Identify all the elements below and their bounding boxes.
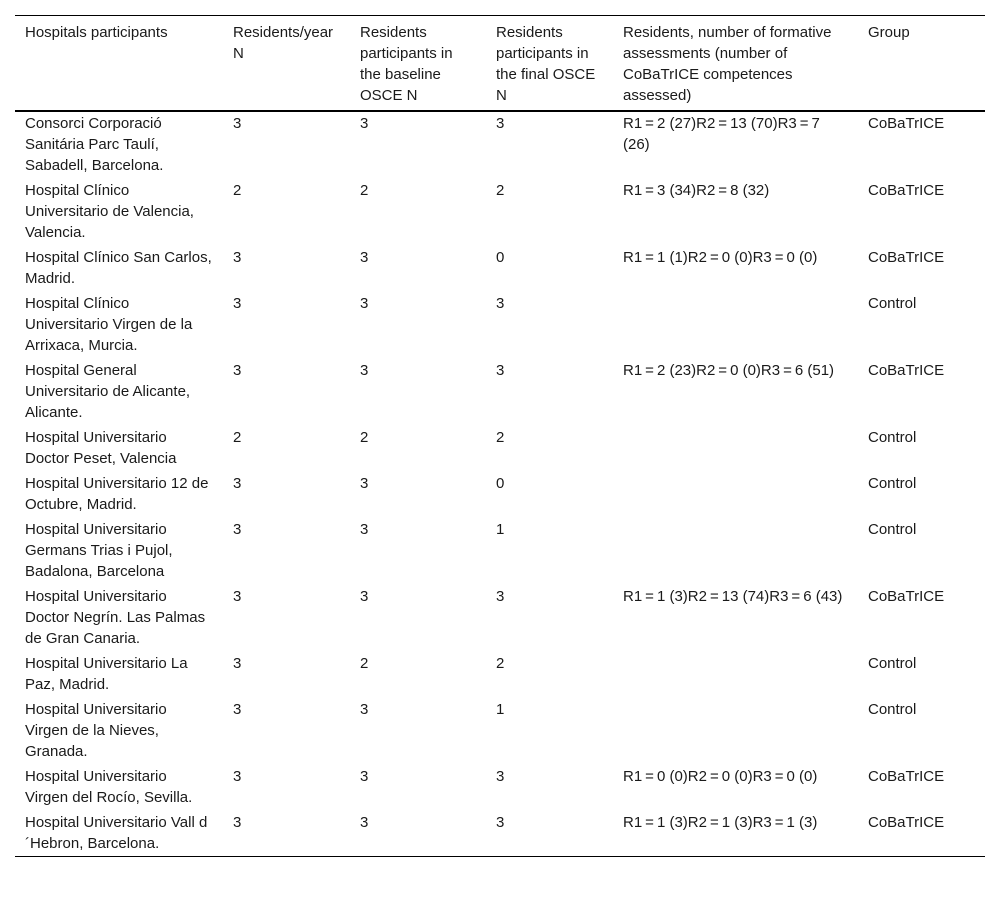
cell-baseline-osce: 2 bbox=[360, 429, 369, 446]
header-final-osce: Residents participants in the final OSCE N bbox=[496, 24, 596, 104]
cell-formative-assessments bbox=[613, 471, 858, 517]
table-row bbox=[15, 651, 985, 697]
cell-formative-assessments bbox=[613, 425, 858, 471]
header-formative-assessments: Residents, number of formative assessments (number of CoBaTrICE competences assessed) bbox=[623, 24, 832, 104]
cell-baseline-osce: 3 bbox=[360, 521, 369, 538]
cell-hospital: Hospital Universitario Virgen de la Nieves, Granada. bbox=[25, 701, 167, 760]
cell-group: CoBaTrICE bbox=[868, 768, 945, 785]
cell-final-osce: 3 bbox=[496, 362, 505, 379]
cell-formative-assessments: R1 = 0 (0)R2 = 0 (0)R3 = 0 (0) bbox=[623, 768, 818, 785]
cell-final-osce: 1 bbox=[496, 701, 505, 718]
cell-baseline-osce: 2 bbox=[360, 655, 369, 672]
cell-final-osce: 2 bbox=[496, 182, 505, 199]
cell-group: Control bbox=[868, 475, 917, 492]
cell-formative-assessments: R1 = 3 (34)R2 = 8 (32) bbox=[623, 182, 770, 199]
cell-final-osce: 0 bbox=[496, 249, 505, 266]
cell-residents-per-year: 3 bbox=[233, 475, 242, 492]
cell-hospital: Hospital Clínico Universitario de Valencia, Valencia. bbox=[25, 182, 194, 241]
cell-hospital: Consorci Corporació Sanitária Parc Taulí, Sabadell, Barcelona. bbox=[25, 115, 164, 174]
cell-formative-assessments: R1 = 1 (3)R2 = 1 (3)R3 = 1 (3) bbox=[623, 814, 818, 831]
table-container bbox=[15, 15, 985, 857]
cell-hospital: Hospital Universitario 12 de Octubre, Madrid. bbox=[25, 475, 209, 513]
cell-hospital: Hospital Universitario Virgen del Rocío, Sevilla. bbox=[25, 768, 193, 806]
hospitals-table bbox=[15, 15, 985, 857]
cell-residents-per-year: 3 bbox=[233, 521, 242, 538]
cell-residents-per-year: 3 bbox=[233, 295, 242, 312]
cell-group: Control bbox=[868, 295, 917, 312]
cell-baseline-osce: 3 bbox=[360, 701, 369, 718]
cell-baseline-osce: 3 bbox=[360, 362, 369, 379]
cell-group: CoBaTrICE bbox=[868, 362, 945, 379]
table-row bbox=[15, 291, 985, 358]
table-row bbox=[15, 111, 985, 178]
cell-residents-per-year: 3 bbox=[233, 768, 242, 785]
cell-formative-assessments bbox=[613, 651, 858, 697]
cell-group: CoBaTrICE bbox=[868, 182, 945, 199]
cell-hospital: Hospital Universitario La Paz, Madrid. bbox=[25, 655, 188, 693]
cell-formative-assessments: R1 = 2 (23)R2 = 0 (0)R3 = 6 (51) bbox=[623, 362, 835, 379]
cell-final-osce: 3 bbox=[496, 295, 505, 312]
cell-hospital: Hospital Clínico Universitario Virgen de la Arrixaca, Murcia. bbox=[25, 295, 193, 354]
cell-hospital: Hospital General Universitario de Alicante, Alicante. bbox=[25, 362, 191, 421]
cell-hospital: Hospital Universitario Vall d´Hebron, Barcelona. bbox=[25, 814, 208, 852]
cell-final-osce: 3 bbox=[496, 814, 505, 831]
cell-group: CoBaTrICE bbox=[868, 249, 945, 266]
table-row bbox=[15, 471, 985, 517]
cell-formative-assessments: R1 = 1 (3)R2 = 13 (74)R3 = 6 (43) bbox=[623, 588, 843, 605]
table-header bbox=[15, 16, 985, 112]
cell-hospital: Hospital Universitario Doctor Peset, Valencia bbox=[25, 429, 177, 467]
table-row bbox=[15, 517, 985, 584]
cell-hospital: Hospital Universitario Germans Trias i Pujol, Badalona, Barcelona bbox=[25, 521, 173, 580]
cell-residents-per-year: 2 bbox=[233, 182, 242, 199]
cell-residents-per-year: 2 bbox=[233, 429, 242, 446]
cell-group: Control bbox=[868, 521, 917, 538]
cell-residents-per-year: 3 bbox=[233, 701, 242, 718]
header-row bbox=[15, 16, 985, 112]
cell-formative-assessments bbox=[613, 517, 858, 584]
cell-residents-per-year: 3 bbox=[233, 814, 242, 831]
cell-hospital: Hospital Universitario Doctor Negrín. Las Palmas de Gran Canaria. bbox=[25, 588, 206, 647]
cell-residents-per-year: 3 bbox=[233, 249, 242, 266]
cell-group: CoBaTrICE bbox=[868, 115, 945, 132]
cell-baseline-osce: 2 bbox=[360, 182, 369, 199]
cell-group: Control bbox=[868, 655, 917, 672]
table-row bbox=[15, 358, 985, 425]
cell-final-osce: 3 bbox=[496, 768, 505, 785]
cell-baseline-osce: 3 bbox=[360, 588, 369, 605]
cell-formative-assessments bbox=[613, 291, 858, 358]
cell-baseline-osce: 3 bbox=[360, 475, 369, 492]
cell-final-osce: 0 bbox=[496, 475, 505, 492]
cell-group: CoBaTrICE bbox=[868, 588, 945, 605]
table-row bbox=[15, 810, 985, 857]
table-row bbox=[15, 178, 985, 245]
cell-residents-per-year: 3 bbox=[233, 588, 242, 605]
table-row bbox=[15, 425, 985, 471]
cell-baseline-osce: 3 bbox=[360, 115, 369, 132]
cell-final-osce: 1 bbox=[496, 521, 505, 538]
cell-baseline-osce: 3 bbox=[360, 249, 369, 266]
cell-formative-assessments: R1 = 2 (27)R2 = 13 (70)R3 = 7 (26) bbox=[623, 115, 820, 153]
cell-baseline-osce: 3 bbox=[360, 768, 369, 785]
cell-group: CoBaTrICE bbox=[868, 814, 945, 831]
header-hospitals: Hospitals participants bbox=[25, 24, 168, 41]
cell-residents-per-year: 3 bbox=[233, 655, 242, 672]
header-baseline-osce: Residents participants in the baseline OSCE N bbox=[360, 24, 453, 104]
cell-final-osce: 2 bbox=[496, 655, 505, 672]
cell-final-osce: 3 bbox=[496, 115, 505, 132]
cell-final-osce: 3 bbox=[496, 588, 505, 605]
cell-formative-assessments: R1 = 1 (1)R2 = 0 (0)R3 = 0 (0) bbox=[623, 249, 818, 266]
cell-final-osce: 2 bbox=[496, 429, 505, 446]
cell-group: Control bbox=[868, 701, 917, 718]
table-row bbox=[15, 245, 985, 291]
cell-hospital: Hospital Clínico San Carlos, Madrid. bbox=[25, 249, 212, 287]
cell-residents-per-year: 3 bbox=[233, 115, 242, 132]
table-row bbox=[15, 584, 985, 651]
header-group: Group bbox=[868, 24, 910, 41]
cell-baseline-osce: 3 bbox=[360, 295, 369, 312]
table-body bbox=[15, 111, 985, 857]
cell-formative-assessments bbox=[613, 697, 858, 764]
table-row bbox=[15, 697, 985, 764]
header-residents-per-year: Residents/year N bbox=[233, 24, 334, 62]
cell-baseline-osce: 3 bbox=[360, 814, 369, 831]
table-row bbox=[15, 764, 985, 810]
cell-group: Control bbox=[868, 429, 917, 446]
cell-residents-per-year: 3 bbox=[233, 362, 242, 379]
